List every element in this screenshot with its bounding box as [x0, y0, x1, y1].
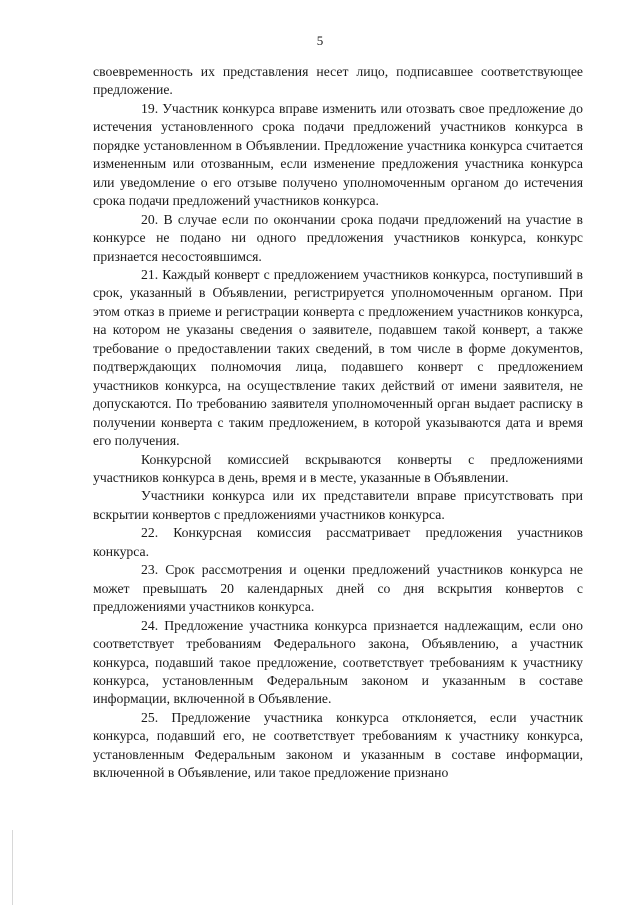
paragraph-21: 21. Каждый конверт с предложением участников конкурса, поступивший в срок, указанный в Объявлении, регистрируется уполномоченным органом. При этом отказ в приеме и регистрации конверта с предложением участников конкурса, на котором не указаны сведения о заявителе, подавшем такой конверт, а также требование о предоставлении таких сведений, в том числе в форме документов, подтверждающих полномочия лица, подавшего конверт с предложением участников конкурса, на осуществление таких действий от имени заявителя, не допускаются. По требованию заявителя уполномоченный орган выдает расписку в получении конверта с таким предложением, в которой указываются дата и время его получения. [93, 266, 583, 449]
paragraph-24: 24. Предложение участника конкурса признается надлежащим, если оно соответствует требованиям Федерального закона, Объявлению, а участник конкурса, подавший такое предложение, соответствует требованиям к участнику конкурса, установленным Федеральным законом и указанным в составе информации, включенной в Объявление. [93, 617, 583, 707]
scan-edge-line [12, 830, 13, 905]
paragraph-22: 22. Конкурсная комиссия рассматривает предложения участников конкурса. [93, 525, 583, 559]
paragraph-21-attendance: Участники конкурса или их представители вправе присутствовать при вскрытии конвертов с предложениями участников конкурса. [93, 488, 583, 522]
paragraph-23: 23. Срок рассмотрения и оценки предложений участников конкурса не может превышать 20 календарных дней со дня вскрытия конвертов с предложениями участников конкурса. [93, 562, 583, 615]
paragraph-21-opening: Конкурсной комиссией вскрываются конверты с предложениями участников конкурса в день, время и в месте, указанные в Объявлении. [93, 451, 583, 485]
paragraph-continuation: своевременность их представления несет лицо, подписавшее соответствующее предложение. [93, 64, 583, 98]
document-body [93, 63, 583, 783]
paragraph-19: 19. Участник конкурса вправе изменить или отозвать свое предложение до истечения установленного срока подачи предложений участников конкурса в порядке установленном в Объявлении. Предложение участника конкурса считается измененным или отозванным, если изменение предложения участника конкурса или уведомление о его отзыве получено уполномоченным органом до истечения срока подачи предложений участников конкурса. [93, 100, 583, 209]
page-number: 5 [316, 33, 324, 48]
paragraph-20: 20. В случае если по окончании срока подачи предложений на участие в конкурсе не подано ни одного предложения участников конкурса, конкурс признается несостоявшимся. [93, 211, 583, 264]
paragraph-25: 25. Предложение участника конкурса отклоняется, если участник конкурса, подавший его, не соответствует требованиям к участнику конкурса, установленным Федеральным законом и указанным в составе информации, включенной в Объявление, или такое предложение признано [93, 709, 583, 781]
